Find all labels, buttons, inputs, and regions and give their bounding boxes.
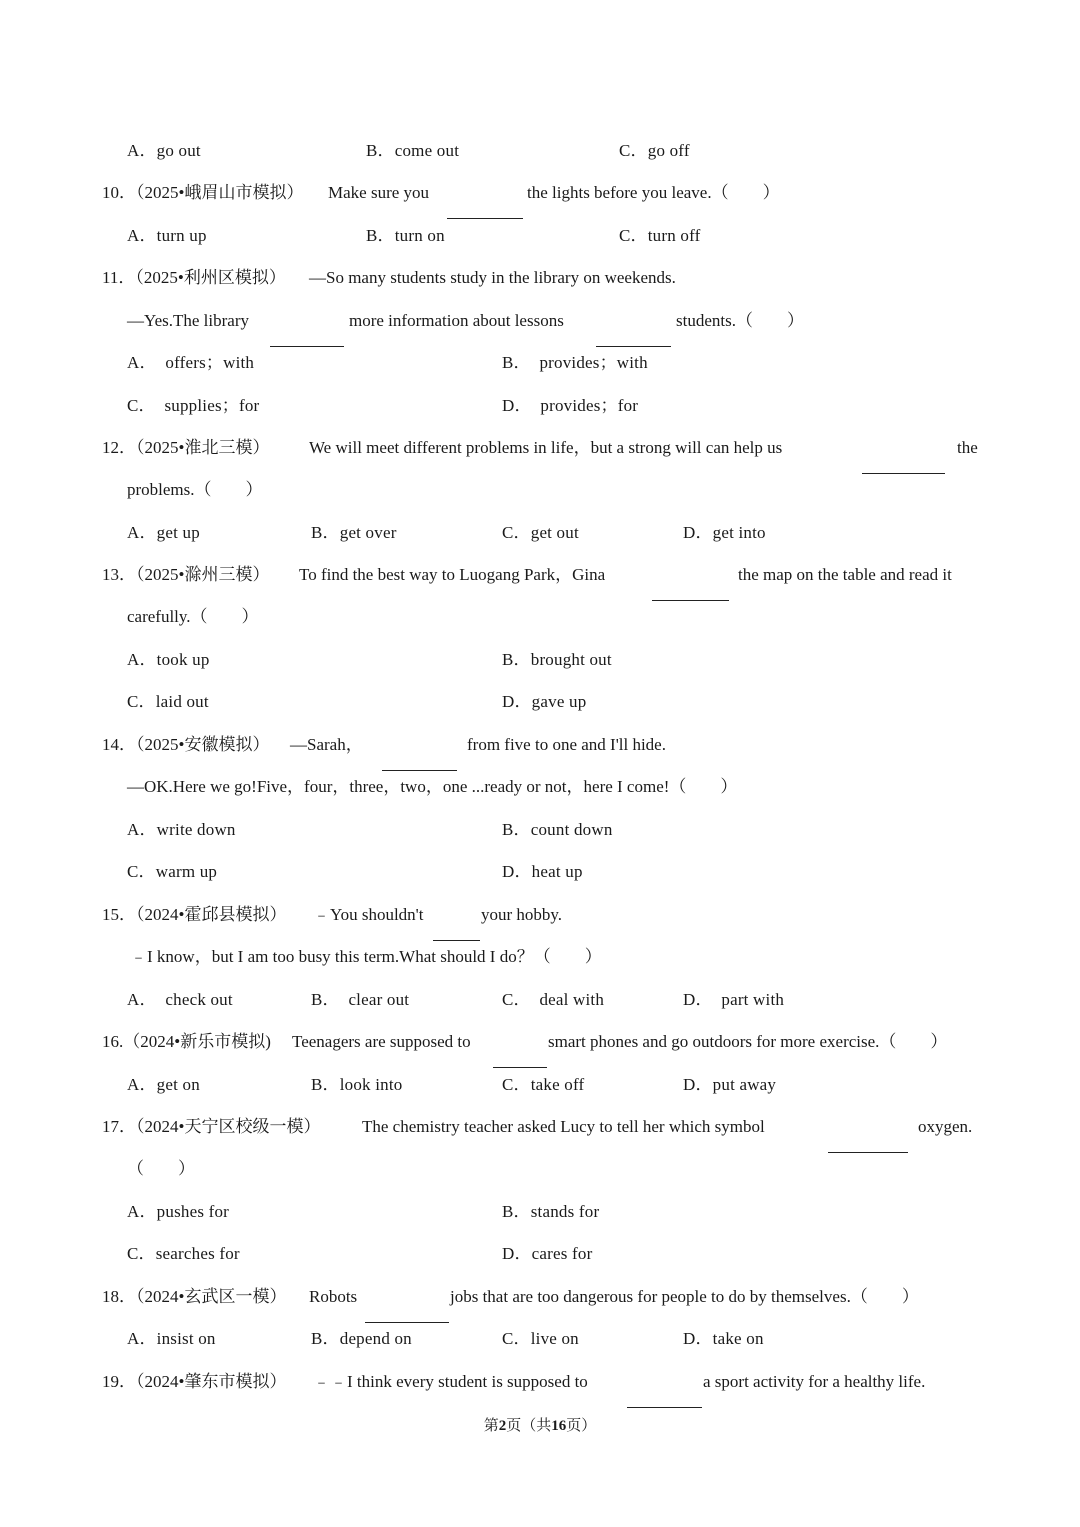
q18-number: 18．（2024•玄武区一模） (102, 1287, 287, 1306)
q14-line2: —OK.Here we go!Five，four，three，two，one ...ready or not，here I come!（ ） (127, 777, 738, 796)
q17-text-post: oxygen. (918, 1117, 973, 1136)
q15-stem (0, 901, 1080, 929)
q11-option-a: A． offers；with (127, 353, 255, 372)
q10-option-c: C．turn off (619, 226, 701, 245)
q15-text-pre: ﹣You shouldn't (313, 905, 424, 924)
q17-stem (0, 1113, 1080, 1141)
q11-option-b: B． provides；with (502, 353, 648, 372)
q13-number: 13．（2025•滁州三模） (102, 565, 270, 584)
q10-blank (447, 217, 523, 219)
q10-stem (0, 179, 1080, 207)
q12-line2: problems.（ ） (127, 480, 263, 499)
q13-line2: carefully.（ ） (127, 607, 259, 626)
q17-line2: （ ） (127, 1159, 195, 1178)
q15-option-d: D． part with (683, 990, 785, 1009)
q18-options (0, 1325, 1080, 1353)
q13-options-row1 (0, 646, 1080, 674)
q9-option-a: A．go out (127, 141, 201, 160)
q11-blank-1 (270, 345, 344, 347)
q16-stem (0, 1028, 1080, 1056)
q14-number: 14．（2025•安徽模拟） (102, 735, 270, 754)
q18-option-c: C．live on (502, 1329, 579, 1348)
q12-option-c: C．get out (502, 523, 579, 542)
q11-line1: —So many students study in the library on weekends. (309, 268, 676, 287)
q15-options (0, 986, 1080, 1014)
q14-option-c: C．warm up (127, 862, 218, 881)
q19-blank (627, 1406, 702, 1408)
q10-option-a: A．turn up (127, 226, 207, 245)
q9-option-b: B．come out (366, 141, 460, 160)
page-footer (0, 1414, 1080, 1438)
q13-stem-line2 (0, 603, 1080, 631)
q13-option-d: D．gave up (502, 692, 587, 711)
q12-options (0, 519, 1080, 547)
q13-options-row2 (0, 688, 1080, 716)
q14-option-a: A．write down (127, 820, 236, 839)
q15-blank (433, 939, 480, 941)
q18-option-b: B．depend on (311, 1329, 412, 1348)
q17-option-b: B．stands for (502, 1202, 600, 1221)
q17-blank (828, 1151, 908, 1153)
q15-line2: ﹣I know，but I am too busy this term.What should I do？（ ） (130, 947, 602, 966)
q11-blank-2 (596, 345, 671, 347)
q11-number: 11．（2025•利州区模拟） (102, 268, 286, 287)
footer-prefix: 第 (483, 1418, 499, 1434)
q18-text-post: jobs that are too dangerous for people to do by themselves.（ ） (450, 1287, 919, 1306)
q11-text-c: students.（ ） (676, 311, 804, 330)
q19-stem (0, 1368, 1080, 1396)
q18-option-a: A．insist on (127, 1329, 216, 1348)
q10-option-b: B．turn on (366, 226, 445, 245)
q12-blank (862, 472, 945, 474)
q12-option-d: D．get into (683, 523, 766, 542)
q14-stem (0, 731, 1080, 759)
q15-option-b: B． clear out (311, 990, 410, 1009)
q11-text-a: —Yes.The library (127, 311, 249, 330)
q14-text-post: from five to one and I'll hide. (467, 735, 666, 754)
footer-page-number: 2 (498, 1418, 507, 1434)
q13-text-pre: To find the best way to Luogang Park，Gina (299, 565, 606, 584)
q13-text-post: the map on the table and read it (738, 565, 952, 584)
q16-text-post: smart phones and go outdoors for more exercise.（ ） (548, 1032, 948, 1051)
q18-text-pre: Robots (309, 1287, 358, 1306)
q16-number: 16.（2024•新乐市模拟) (102, 1032, 271, 1051)
q13-blank (652, 599, 729, 601)
footer-total-pages: 16 (551, 1418, 567, 1434)
q15-option-c: C． deal with (502, 990, 605, 1009)
q11-stem (0, 264, 1080, 292)
q16-options (0, 1071, 1080, 1099)
q11-stem-line2 (0, 307, 1080, 335)
q13-option-c: C．laid out (127, 692, 209, 711)
q17-option-a: A．pushes for (127, 1202, 230, 1221)
footer-middle: 页（共 (506, 1418, 552, 1434)
q10-number: 10．（2025•峨眉山市模拟） (102, 183, 304, 202)
q9-option-c: C．go off (619, 141, 690, 160)
q19-text-pre: ﹣﹣I think every student is supposed to (313, 1372, 588, 1391)
q14-blank (382, 769, 457, 771)
q14-options-row1 (0, 816, 1080, 844)
q18-stem (0, 1283, 1080, 1311)
q14-option-b: B．count down (502, 820, 613, 839)
q15-number: 15．（2024•霍邱县模拟） (102, 905, 287, 924)
q11-options-row1 (0, 349, 1080, 377)
q11-option-d: D． provides；for (502, 396, 639, 415)
q13-stem (0, 561, 1080, 589)
q16-option-b: B．look into (311, 1075, 403, 1094)
q17-options-row2 (0, 1240, 1080, 1268)
q12-option-b: B．get over (311, 523, 397, 542)
q13-option-b: B．brought out (502, 650, 612, 669)
q15-text-post: your hobby. (481, 905, 563, 924)
q14-option-d: D．heat up (502, 862, 583, 881)
q14-options-row2 (0, 858, 1080, 886)
q12-stem (0, 434, 1080, 462)
q10-options (0, 222, 1080, 250)
q18-option-d: D．take on (683, 1329, 764, 1348)
q17-text-pre: The chemistry teacher asked Lucy to tell her which symbol (362, 1117, 765, 1136)
q18-blank (365, 1321, 449, 1323)
q13-option-a: A．took up (127, 650, 210, 669)
q17-stem-line2 (0, 1155, 1080, 1183)
q17-number: 17．（2024•天宁区校级一模） (102, 1117, 321, 1136)
q16-option-c: C．take off (502, 1075, 585, 1094)
q16-option-a: A．get on (127, 1075, 200, 1094)
q12-stem-line2 (0, 476, 1080, 504)
q16-text-pre: Teenagers are supposed to (292, 1032, 471, 1051)
footer-suffix: 页） (566, 1418, 597, 1434)
q10-text-pre: Make sure you (328, 183, 430, 202)
q17-options-row1 (0, 1198, 1080, 1226)
q17-option-c: C．searches for (127, 1244, 240, 1263)
q17-option-d: D．cares for (502, 1244, 593, 1263)
q11-text-b: more information about lessons (349, 311, 564, 330)
q14-text-pre: —Sarah， (290, 735, 363, 754)
q11-options-row2 (0, 392, 1080, 420)
q12-text-pre: We will meet different problems in life，but a strong will can help us (309, 438, 783, 457)
q10-text-post: the lights before you leave.（ ） (527, 183, 780, 202)
q19-number: 19．（2024•肇东市模拟） (102, 1372, 287, 1391)
q19-text-post: a sport activity for a healthy life. (703, 1372, 926, 1391)
q11-option-c: C． supplies；for (127, 396, 260, 415)
q15-option-a: A． check out (127, 990, 233, 1009)
q14-stem-line2 (0, 773, 1080, 801)
q12-number: 12．（2025•淮北三模） (102, 438, 270, 457)
q12-option-a: A．get up (127, 523, 200, 542)
q16-blank (493, 1066, 547, 1068)
q16-option-d: D．put away (683, 1075, 777, 1094)
q12-text-post: the (957, 438, 978, 457)
q9-options (0, 137, 1080, 165)
q15-stem-line2 (0, 943, 1080, 971)
